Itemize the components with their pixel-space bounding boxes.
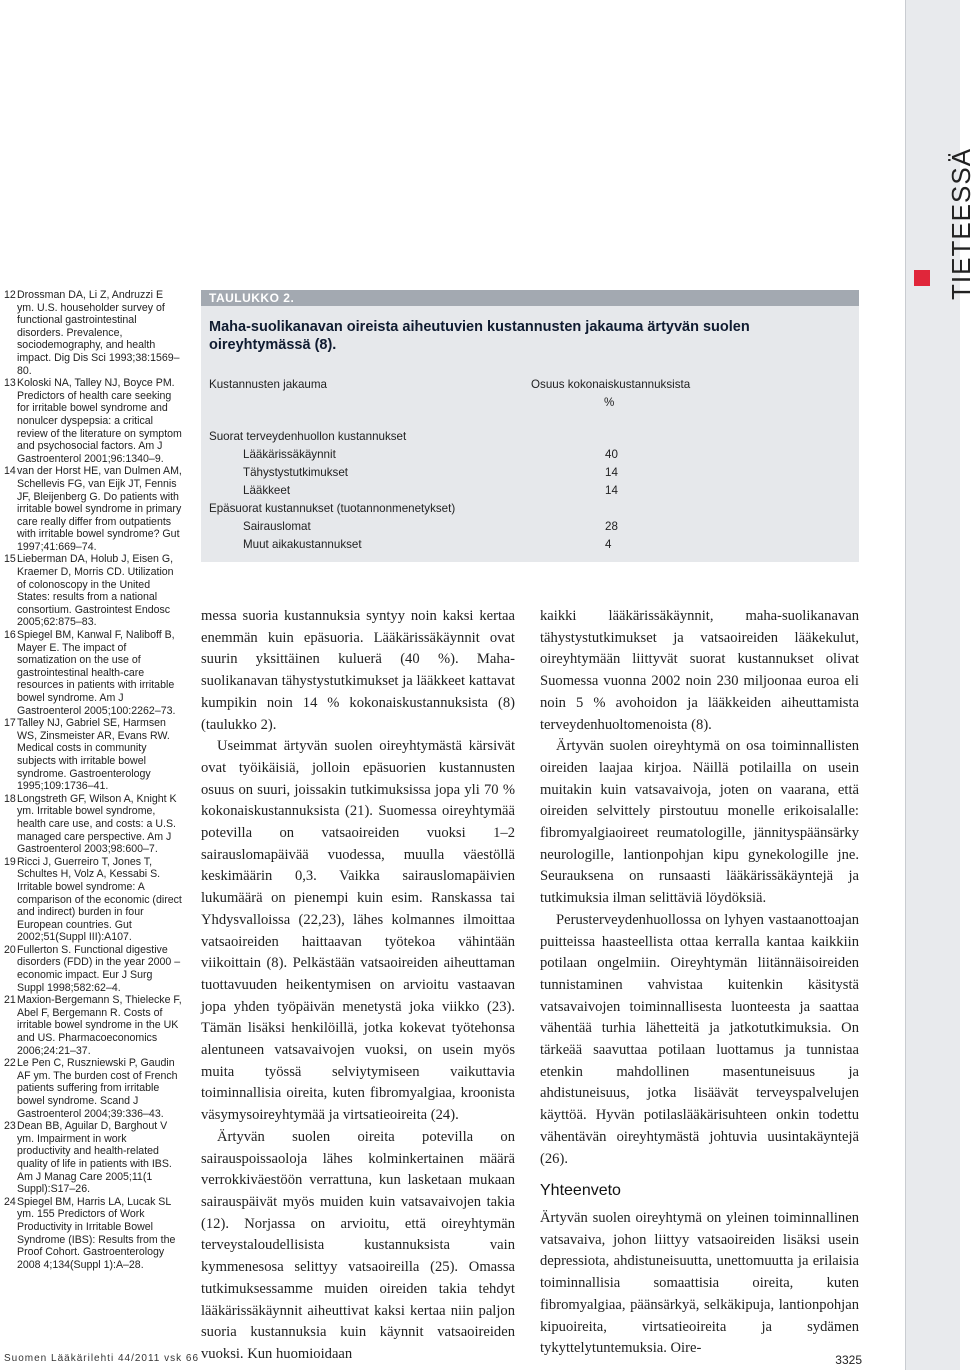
reference-text: Talley NJ, Gabriel SE, Harmsen WS, Zinsmeister AR, Evans RW. Medical costs in community subjects with irritable bowel syndrome. Gastroenterology 1995;109:1736–41. <box>17 717 170 793</box>
reference-number: 20 <box>4 943 16 956</box>
section-marker-square <box>914 270 930 286</box>
reference-item <box>4 289 182 377</box>
reference-number: 23 <box>4 1120 16 1133</box>
side-divider <box>905 0 906 1370</box>
reference-text: Longstreth GF, Wilson A, Knight K ym. Irritable bowel syndrome, health care use, and costs: a U.S. managed care perspective. Am J Gastroenterol 2003;98:600–7. <box>17 792 177 856</box>
table-col2-unit: % <box>604 396 615 409</box>
reference-text: Spiegel BM, Kanwal F, Naliboff B, Mayer E. The impact of somatization on the use of gastrointestinal health-care resources in patients with irritable bowel syndrome. Am J Gastroenterol 2005;100:2262–73. <box>17 629 176 717</box>
reference-list <box>4 289 182 1271</box>
reference-text: Fullerton S. Functional digestive disorders (FDD) in the year 2000 – economic impact. Eur J Surg Suppl 1998;582:62–4. <box>17 943 181 994</box>
reference-text: Koloski NA, Talley NJ, Boyce PM. Predictors of health care seeking for irritable bowel syndrome and nonulcer dyspepsia: a critical review of the literature on symptom and psychosocial factors. Am J Gastroenterol 2001;96:1340–9. <box>17 377 182 465</box>
body-column-middle <box>201 606 515 1366</box>
reference-item <box>4 1057 182 1120</box>
body-paragraph: Perusterveydenhuollossa on lyhyen vastaanottoajan puitteissa haasteellista ottaa kerralla kantaa kaikkiin potilaan ongelmiin. Oireyhtymän liitännäisoireiden tunnistaminen vahvistaa kuitenkin käsitystä vatsavaivojen toiminnallisesta luonteesta ja saattaa vähentää turhia lähetteitä ja jatkotutkimuksia. On tärkeää saavuttaa potilaan luottamus ja tunnistaa etenkin mahdollinen masentuneisuus ja ahdistuneisuus, jotka lisäävät terveyspalvelujen käyttöä. Hyvän potilaslääkärisuhteen onkin todettu vähentävän oireyhtymästä johtuvia uusintakäyntejä (26). <box>540 911 859 1167</box>
reference-item <box>4 1120 182 1196</box>
reference-item <box>4 553 182 629</box>
table-title: Maha-suolikanavan oireista aiheutuvien kustannusten jakauma ärtyvän suolen oireyhtymässä (8). <box>209 319 750 353</box>
reference-item <box>4 377 182 465</box>
reference-number: 22 <box>4 1057 16 1070</box>
reference-text: Spiegel BM, Harris LA, Lucak SL ym. 155 Predictors of Work Productivity in Irritable Bowel Syndrome (IBS): Results from the Proof Cohort. Gastroenterology 2008 4;134(Suppl 1):A–28. <box>17 1195 176 1271</box>
table-row-value: 4 <box>605 538 612 551</box>
reference-text: Maxion-Bergemann S, Thielecke F, Abel F, Bergemann R. Costs of irritable bowel syndrome in the UK and US. Pharmacoeconomics 2006;24:21–37. <box>17 994 182 1057</box>
body-paragraph: kaikki lääkärissäkäynnit, maha-suolikanavan tähystystutkimukset ja vatsaoireiden lääkekulut, oireyhtymään liittyvät suorat kustannukset olivat Suomessa vuonna 2002 noin 230 miljoonaa euroa eli noin 5 % avohoidon ja lääkkeiden aiheuttamista terveydenhuoltomenoista (8). <box>540 608 859 733</box>
reference-number: 13 <box>4 377 16 390</box>
summary-paragraph: Ärtyvän suolen oireyhtymä on yleinen toiminnallinen vatsavaiva, johon liittyy vatsaoireiden lisäksi usein depressiota, ahdistuneisuutta, unettomuutta ja erilaisia toiminnallisia somaattisia oireita, kuten fibromyalgiaa, päänsärkyä, selkäkipuja, lantionpohjan kipuoireita, virtsatieoireita ja sydämen tykyttelytuntemuksia. Oire- <box>540 1209 859 1357</box>
reference-text: Ricci J, Guerreiro T, Jones T, Schultes H, Volz A, Kessabi S. Irritable bowel syndrome: A comparison of the economic (direct and indirect) burden in four European countries. Gut 2002;51(Suppl III):A107. <box>17 855 182 944</box>
table-row-value: 14 <box>605 466 618 479</box>
table-col2-header: Osuus kokonaiskustannuksista <box>531 378 691 391</box>
table-row-label: Suorat terveydenhuollon kustannukset <box>209 430 407 443</box>
reference-number: 24 <box>4 1195 16 1208</box>
reference-number: 19 <box>4 855 16 868</box>
reference-item <box>4 994 182 1057</box>
reference-item <box>4 717 182 793</box>
table-row-value: 40 <box>605 448 618 461</box>
table-row-value: 14 <box>605 484 618 497</box>
reference-number: 14 <box>4 465 16 478</box>
body-column-right <box>540 606 859 1360</box>
summary-heading: Yhteenveto <box>540 1182 621 1200</box>
body-paragraph: Ärtyvän suolen oireyhtymä on osa toiminnallisten oireiden laajaa kirjoa. Näillä potilailla on usein muitakin kuin vatsavaivoja, joten on vaarana, että oireiden selvittely pirstoutuu monelle erikoisalalle: fibromyalgiaoireet reumatologille, jännityspäänsärky neurologille, lantionpohjan kipu gynekologille jne. Seurauksena on runsaasti lääkärissäkäyntejä ja tutkimuksia ilman selittäviä löydöksiä. <box>540 738 859 907</box>
table-col1-header: Kustannusten jakauma <box>209 378 327 391</box>
reference-text: van der Horst HE, van Dulmen AM, Schellevis FG, van Eijk JT, Fennis JF, Bleijenberg G. Do patients with irritable bowel syndrome in primary care really differ from outpatients with irritable bowel syndrome? Gut 1997;41:669–74. <box>17 465 182 553</box>
table-row-label: Lääkärissäkäynnit <box>243 448 336 461</box>
table-row-label: Muut aikakustannukset <box>243 538 362 551</box>
table-label: TAULUKKO 2. <box>201 290 859 306</box>
reference-item <box>4 793 182 856</box>
body-paragraph: Ärtyvän suolen oireita potevilla on sairauspoissaoloja lähes kolminkertainen määrä verrokkiväestöön verrattuna, kun lasketaan mukaan sairauspäivät myös muiden kuin vatsavaivojen takia (12). Norjassa on arvioitu, että oireyhtymän terveystaloudellisista kustannuksista vain kymmenesosa selittyy vatsaoireilla (25). Omassa tutkimuksessamme muiden oireiden takia tehdyt lääkärissäkäynnit aiheuttivat kaksi kertaa niin paljon suoria kustannuksia kuin käynnit vatsaoireiden vuoksi. Kun huomioidaan <box>201 1128 515 1362</box>
reference-number: 21 <box>4 994 16 1007</box>
reference-number: 12 <box>4 289 16 301</box>
reference-item <box>4 629 182 717</box>
reference-number: 16 <box>4 629 16 642</box>
journal-footer: Suomen Lääkärilehti 44/2011 vsk 66 <box>4 1353 200 1364</box>
body-paragraph: messa suoria kustannuksia syntyy noin kaksi kertaa enemmän kuin epäsuoria. Lääkärissäkäynnit ovat suurin yksittäinen kuluerä (40 %). Maha-suolikanavan tähystystutkimukset ja lääkkeet kattavat kumpikin noin 14 % kokonaiskustannuksista (8) (taulukko 2). <box>201 608 515 733</box>
table-row-label: Epäsuorat kustannukset (tuotannonmenetykset) <box>209 502 456 515</box>
reference-number: 17 <box>4 717 16 730</box>
table-row-label: Sairauslomat <box>243 520 311 533</box>
page-number: 3325 <box>835 1353 862 1367</box>
reference-number: 15 <box>4 553 16 566</box>
reference-item <box>4 465 182 553</box>
body-paragraph: Useimmat ärtyvän suolen oireyhtymästä kärsivät ovat työikäisiä, jolloin epäsuorien kustannusten osuus on suuri, joissakin tutkimuksissa jopa yli 70 % kokonaiskustannuksista (21). Suomessa oireyhtymää potevilla on vatsaoireiden vuoksi 1–2 sairauslomapäivää vuodessa, muulla väestöllä keskimäärin 0,3. Vaikka sairauslomapäivien lukumäärä on pienempi kuin esim. Ranskassa tai Yhdysvalloissa (22,23), lähes kolmannes ilmoittaa vatsaoireiden haittaavan työtekoa vähintään viikoittain (8). Pelkästään vatsaoireiden aiheuttaman tuottavuuden heikentymisen on arvioitu vastaavan jopa yhden työpäivän menetystä joka viikko (23). Tämän lisäksi henkilöillä, jotka kokevat työtehonsa alentuneen vatsavaivojen vuoksi, on usein myös muita työssä selviytymiseen vaikuttavia toiminnallisia oireita, kuten fibromyalgiaa, kroonista väsymysoireyhtymää ja virtsatieoireita (24). <box>201 738 515 1124</box>
table-row-value: 28 <box>605 520 618 533</box>
reference-number: 18 <box>4 792 16 805</box>
cost-table <box>201 290 859 562</box>
table-row-label: Lääkkeet <box>243 484 291 497</box>
reference-text: Drossman DA, Li Z, Andruzzi E ym. U.S. householder survey of functional gastrointestinal disorders. Prevalence, sociodemography, and health impact. Dig Dis Sci 1993;38:1569–80. <box>17 289 180 377</box>
reference-text: Dean BB, Aguilar D, Barghout V ym. Impairment in work productivity and health-related quality of life in patients with IBS. Am J Manag Care 2005;11(1 Suppl):S17–26. <box>17 1120 172 1196</box>
table-row-label: Tähystystutkimukset <box>243 466 349 479</box>
section-label-text: TIETEESSÄ <box>946 147 976 300</box>
reference-item <box>4 944 182 994</box>
section-label <box>908 147 976 300</box>
reference-text: Le Pen C, Ruszniewski P, Gaudin AF ym. The burden cost of French patients suffering from irritable bowel syndrome. Scand J Gastroenterol 2004;39:336–43. <box>17 1057 178 1120</box>
reference-item <box>4 1196 182 1272</box>
reference-text: Lieberman DA, Holub J, Eisen G, Kraemer D, Morris CD. Utilization of colonoscopy in the United States: results from a national consortium. Gastrointest Endosc 2005;62:875–83. <box>17 553 174 629</box>
reference-item <box>4 856 182 944</box>
